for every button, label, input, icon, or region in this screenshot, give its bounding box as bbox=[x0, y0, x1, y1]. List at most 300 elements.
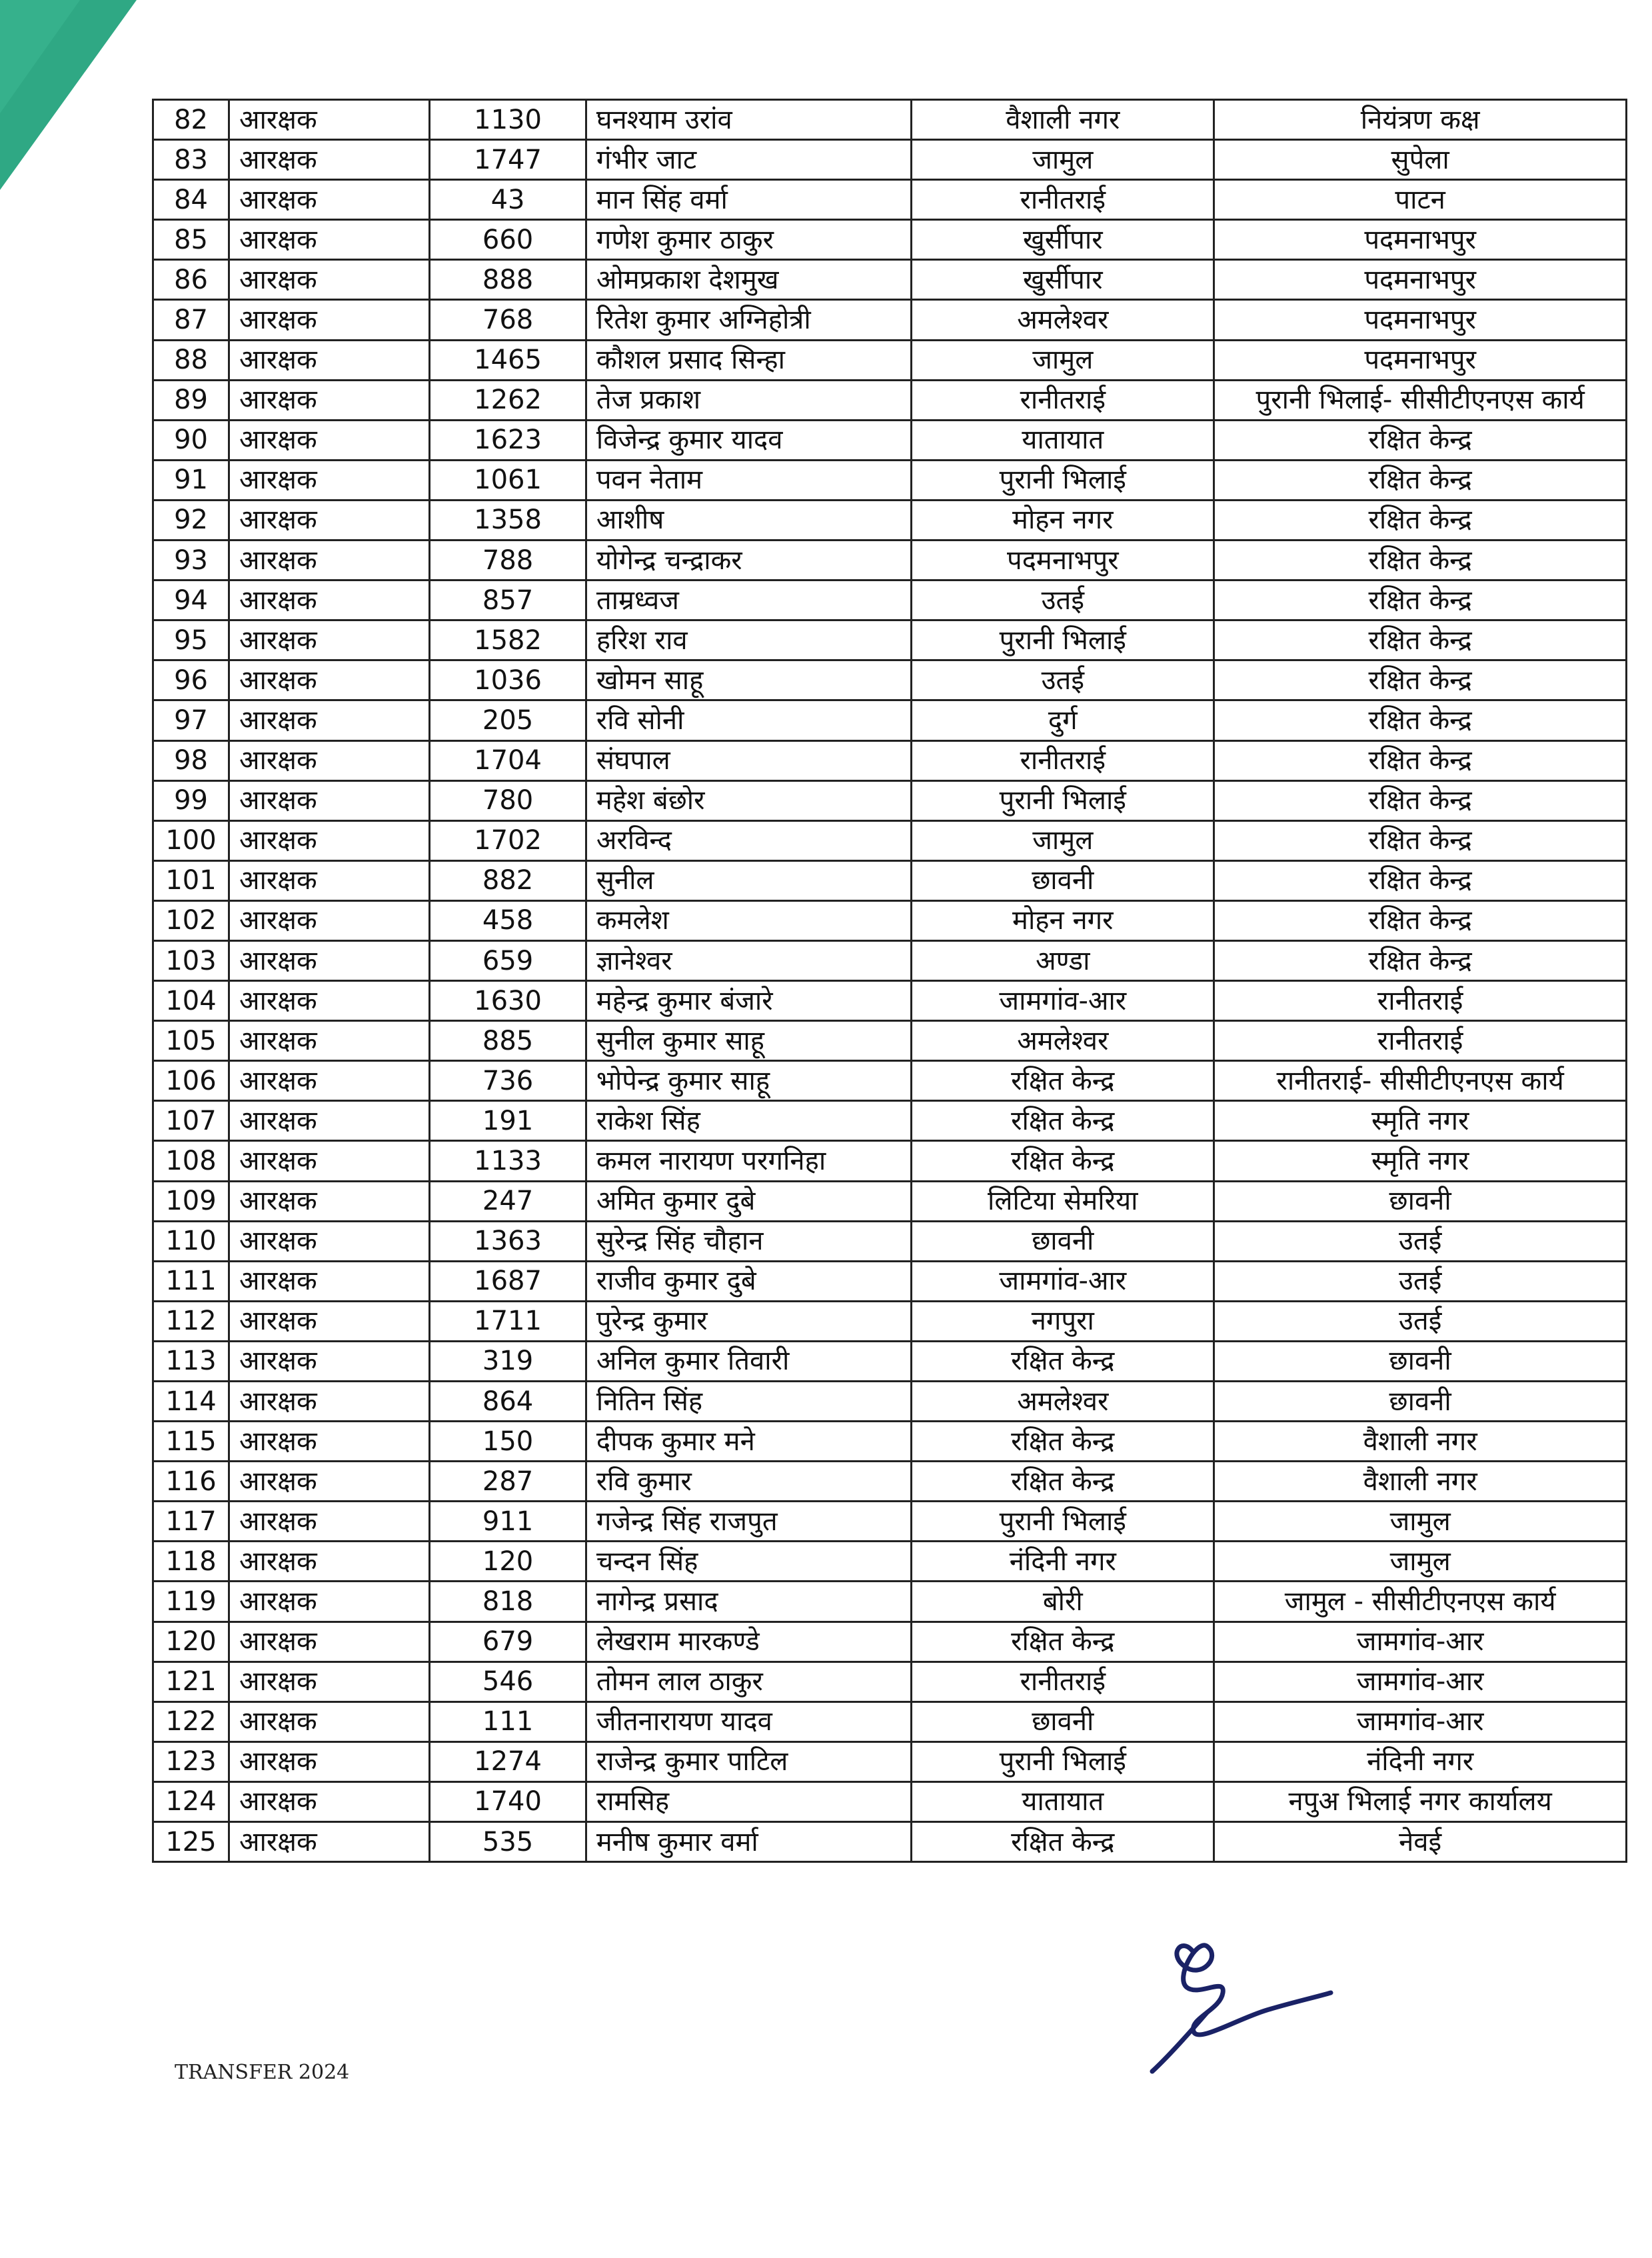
badge-number-cell: 247 bbox=[430, 1181, 586, 1221]
current-posting-cell: रक्षित केन्द्र bbox=[912, 1341, 1214, 1381]
new-posting-cell: नपुअ भिलाई नगर कार्यालय bbox=[1214, 1781, 1627, 1821]
table-row bbox=[153, 1582, 1627, 1622]
employee-name-cell: दीपक कुमार मने bbox=[586, 1422, 911, 1462]
new-posting-cell: रक्षित केन्द्र bbox=[1214, 780, 1627, 820]
serial-number-cell: 112 bbox=[153, 1301, 229, 1341]
new-posting-cell: रक्षित केन्द्र bbox=[1214, 940, 1627, 980]
rank-cell: आरक्षक bbox=[229, 500, 430, 540]
badge-number-cell: 546 bbox=[430, 1662, 586, 1701]
employee-name-cell: सुनील कुमार साहू bbox=[586, 1021, 911, 1061]
serial-number-cell: 115 bbox=[153, 1422, 229, 1462]
serial-number-cell: 86 bbox=[153, 260, 229, 300]
new-posting-cell: वैशाली नगर bbox=[1214, 1462, 1627, 1502]
employee-name-cell: हरिश राव bbox=[586, 620, 911, 660]
current-posting-cell: बोरी bbox=[912, 1582, 1214, 1622]
table-row bbox=[153, 1021, 1627, 1061]
badge-number-cell: 788 bbox=[430, 541, 586, 580]
new-posting-cell: रक्षित केन्द्र bbox=[1214, 620, 1627, 660]
current-posting-cell: दुर्ग bbox=[912, 700, 1214, 740]
current-posting-cell: पदमनाभपुर bbox=[912, 541, 1214, 580]
employee-name-cell: राजीव कुमार दुबे bbox=[586, 1261, 911, 1301]
current-posting-cell: रक्षित केन्द्र bbox=[912, 1141, 1214, 1181]
rank-cell: आरक्षक bbox=[229, 900, 430, 940]
badge-number-cell: 679 bbox=[430, 1622, 586, 1662]
table-row bbox=[153, 620, 1627, 660]
current-posting-cell: रक्षित केन्द्र bbox=[912, 1101, 1214, 1141]
new-posting-cell: उतई bbox=[1214, 1261, 1627, 1301]
table-row bbox=[153, 820, 1627, 860]
serial-number-cell: 82 bbox=[153, 100, 229, 140]
serial-number-cell: 98 bbox=[153, 740, 229, 780]
rank-cell: आरक्षक bbox=[229, 140, 430, 180]
badge-number-cell: 1582 bbox=[430, 620, 586, 660]
serial-number-cell: 117 bbox=[153, 1502, 229, 1542]
employee-name-cell: कमलेश bbox=[586, 900, 911, 940]
serial-number-cell: 106 bbox=[153, 1061, 229, 1101]
rank-cell: आरक्षक bbox=[229, 1701, 430, 1741]
badge-number-cell: 319 bbox=[430, 1341, 586, 1381]
handwritten-signature-icon bbox=[1143, 1913, 1336, 2086]
serial-number-cell: 100 bbox=[153, 820, 229, 860]
badge-number-cell: 1358 bbox=[430, 500, 586, 540]
current-posting-cell: जामगांव-आर bbox=[912, 981, 1214, 1021]
employee-name-cell: आशीष bbox=[586, 500, 911, 540]
employee-name-cell: लेखराम मारकण्डे bbox=[586, 1622, 911, 1662]
badge-number-cell: 150 bbox=[430, 1422, 586, 1462]
rank-cell: आरक्षक bbox=[229, 1341, 430, 1381]
badge-number-cell: 882 bbox=[430, 860, 586, 900]
rank-cell: आरक्षक bbox=[229, 660, 430, 700]
current-posting-cell: रक्षित केन्द्र bbox=[912, 1061, 1214, 1101]
serial-number-cell: 114 bbox=[153, 1382, 229, 1422]
table-row bbox=[153, 180, 1627, 220]
employee-name-cell: अनिल कुमार तिवारी bbox=[586, 1341, 911, 1381]
rank-cell: आरक्षक bbox=[229, 1261, 430, 1301]
current-posting-cell: अमलेश्वर bbox=[912, 300, 1214, 340]
rank-cell: आरक्षक bbox=[229, 1822, 430, 1862]
new-posting-cell: रक्षित केन्द्र bbox=[1214, 740, 1627, 780]
current-posting-cell: जामुल bbox=[912, 820, 1214, 860]
new-posting-cell: पुरानी भिलाई- सीसीटीएनएस कार्य bbox=[1214, 380, 1627, 420]
current-posting-cell: यातायात bbox=[912, 420, 1214, 460]
employee-name-cell: भोपेन्द्र कुमार साहू bbox=[586, 1061, 911, 1101]
serial-number-cell: 108 bbox=[153, 1141, 229, 1181]
employee-name-cell: घनश्याम उरांव bbox=[586, 100, 911, 140]
new-posting-cell: छावनी bbox=[1214, 1181, 1627, 1221]
current-posting-cell: रक्षित केन्द्र bbox=[912, 1822, 1214, 1862]
corner-decoration bbox=[0, 0, 140, 193]
rank-cell: आरक्षक bbox=[229, 1021, 430, 1061]
serial-number-cell: 88 bbox=[153, 340, 229, 380]
rank-cell: आरक्षक bbox=[229, 1181, 430, 1221]
serial-number-cell: 84 bbox=[153, 180, 229, 220]
new-posting-cell: रक्षित केन्द्र bbox=[1214, 820, 1627, 860]
badge-number-cell: 1702 bbox=[430, 820, 586, 860]
new-posting-cell: छावनी bbox=[1214, 1341, 1627, 1381]
employee-name-cell: जीतनारायण यादव bbox=[586, 1701, 911, 1741]
rank-cell: आरक्षक bbox=[229, 180, 430, 220]
table-row bbox=[153, 900, 1627, 940]
new-posting-cell: रानीतराई bbox=[1214, 981, 1627, 1021]
serial-number-cell: 90 bbox=[153, 420, 229, 460]
rank-cell: आरक्षक bbox=[229, 740, 430, 780]
current-posting-cell: रक्षित केन्द्र bbox=[912, 1462, 1214, 1502]
current-posting-cell: छावनी bbox=[912, 860, 1214, 900]
new-posting-cell: रक्षित केन्द्र bbox=[1214, 541, 1627, 580]
serial-number-cell: 93 bbox=[153, 541, 229, 580]
employee-name-cell: महेन्द्र कुमार बंजारे bbox=[586, 981, 911, 1021]
current-posting-cell: पुरानी भिलाई bbox=[912, 1502, 1214, 1542]
badge-number-cell: 205 bbox=[430, 700, 586, 740]
rank-cell: आरक्षक bbox=[229, 940, 430, 980]
new-posting-cell: नियंत्रण कक्ष bbox=[1214, 100, 1627, 140]
table-row bbox=[153, 1542, 1627, 1582]
employee-name-cell: चन्दन सिंह bbox=[586, 1542, 911, 1582]
new-posting-cell: जामगांव-आर bbox=[1214, 1701, 1627, 1741]
badge-number-cell: 857 bbox=[430, 580, 586, 620]
table-row bbox=[153, 860, 1627, 900]
badge-number-cell: 885 bbox=[430, 1021, 586, 1061]
badge-number-cell: 191 bbox=[430, 1101, 586, 1141]
employee-name-cell: अरविन्द bbox=[586, 820, 911, 860]
employee-name-cell: अमित कुमार दुबे bbox=[586, 1181, 911, 1221]
serial-number-cell: 121 bbox=[153, 1662, 229, 1701]
new-posting-cell: जामुल bbox=[1214, 1542, 1627, 1582]
table-row bbox=[153, 100, 1627, 140]
serial-number-cell: 92 bbox=[153, 500, 229, 540]
table-row bbox=[153, 340, 1627, 380]
table-row bbox=[153, 260, 1627, 300]
table-row bbox=[153, 981, 1627, 1021]
current-posting-cell: यातायात bbox=[912, 1781, 1214, 1821]
current-posting-cell: रानीतराई bbox=[912, 740, 1214, 780]
badge-number-cell: 535 bbox=[430, 1822, 586, 1862]
employee-name-cell: गणेश कुमार ठाकुर bbox=[586, 220, 911, 260]
new-posting-cell: रक्षित केन्द्र bbox=[1214, 420, 1627, 460]
footer-label: TRANSFER 2024 bbox=[175, 2061, 350, 2084]
current-posting-cell: खुर्सीपार bbox=[912, 220, 1214, 260]
table-row bbox=[153, 460, 1627, 500]
table-row bbox=[153, 1622, 1627, 1662]
current-posting-cell: रक्षित केन्द्र bbox=[912, 1422, 1214, 1462]
employee-name-cell: रवि कुमार bbox=[586, 1462, 911, 1502]
rank-cell: आरक्षक bbox=[229, 580, 430, 620]
badge-number-cell: 1274 bbox=[430, 1741, 586, 1781]
badge-number-cell: 1747 bbox=[430, 140, 586, 180]
current-posting-cell: मोहन नगर bbox=[912, 500, 1214, 540]
current-posting-cell: उतई bbox=[912, 580, 1214, 620]
serial-number-cell: 110 bbox=[153, 1221, 229, 1261]
serial-number-cell: 85 bbox=[153, 220, 229, 260]
table-row bbox=[153, 1181, 1627, 1221]
rank-cell: आरक्षक bbox=[229, 1061, 430, 1101]
table-row bbox=[153, 1741, 1627, 1781]
employee-name-cell: रवि सोनी bbox=[586, 700, 911, 740]
rank-cell: आरक्षक bbox=[229, 1662, 430, 1701]
table-row bbox=[153, 380, 1627, 420]
new-posting-cell: वैशाली नगर bbox=[1214, 1422, 1627, 1462]
new-posting-cell: रक्षित केन्द्र bbox=[1214, 860, 1627, 900]
rank-cell: आरक्षक bbox=[229, 420, 430, 460]
badge-number-cell: 1630 bbox=[430, 981, 586, 1021]
rank-cell: आरक्षक bbox=[229, 1622, 430, 1662]
badge-number-cell: 1363 bbox=[430, 1221, 586, 1261]
current-posting-cell: रक्षित केन्द्र bbox=[912, 1622, 1214, 1662]
serial-number-cell: 103 bbox=[153, 940, 229, 980]
serial-number-cell: 111 bbox=[153, 1261, 229, 1301]
new-posting-cell: रानीतराई bbox=[1214, 1021, 1627, 1061]
rank-cell: आरक्षक bbox=[229, 1141, 430, 1181]
rank-cell: आरक्षक bbox=[229, 700, 430, 740]
serial-number-cell: 89 bbox=[153, 380, 229, 420]
transfer-list-table bbox=[152, 99, 1627, 1863]
table-row bbox=[153, 1061, 1627, 1101]
new-posting-cell: रक्षित केन्द्र bbox=[1214, 500, 1627, 540]
badge-number-cell: 1623 bbox=[430, 420, 586, 460]
rank-cell: आरक्षक bbox=[229, 1502, 430, 1542]
rank-cell: आरक्षक bbox=[229, 1301, 430, 1341]
new-posting-cell: जामगांव-आर bbox=[1214, 1622, 1627, 1662]
rank-cell: आरक्षक bbox=[229, 1221, 430, 1261]
serial-number-cell: 94 bbox=[153, 580, 229, 620]
current-posting-cell: पुरानी भिलाई bbox=[912, 460, 1214, 500]
employee-name-cell: तोमन लाल ठाकुर bbox=[586, 1662, 911, 1701]
new-posting-cell: पदमनाभपुर bbox=[1214, 260, 1627, 300]
table-row bbox=[153, 1382, 1627, 1422]
new-posting-cell: नंदिनी नगर bbox=[1214, 1741, 1627, 1781]
badge-number-cell: 111 bbox=[430, 1701, 586, 1741]
new-posting-cell: स्मृति नगर bbox=[1214, 1141, 1627, 1181]
current-posting-cell: रानीतराई bbox=[912, 1662, 1214, 1701]
current-posting-cell: नंदिनी नगर bbox=[912, 1542, 1214, 1582]
current-posting-cell: पुरानी भिलाई bbox=[912, 620, 1214, 660]
badge-number-cell: 736 bbox=[430, 1061, 586, 1101]
rank-cell: आरक्षक bbox=[229, 860, 430, 900]
employee-name-cell: खोमन साहू bbox=[586, 660, 911, 700]
badge-number-cell: 1130 bbox=[430, 100, 586, 140]
employee-name-cell: नागेन्द्र प्रसाद bbox=[586, 1582, 911, 1622]
new-posting-cell: रक्षित केन्द्र bbox=[1214, 460, 1627, 500]
new-posting-cell: पदमनाभपुर bbox=[1214, 220, 1627, 260]
table-row bbox=[153, 1301, 1627, 1341]
current-posting-cell: खुर्सीपार bbox=[912, 260, 1214, 300]
new-posting-cell: रानीतराई- सीसीटीएनएस कार्य bbox=[1214, 1061, 1627, 1101]
current-posting-cell: पुरानी भिलाई bbox=[912, 1741, 1214, 1781]
serial-number-cell: 107 bbox=[153, 1101, 229, 1141]
table-row bbox=[153, 220, 1627, 260]
rank-cell: आरक्षक bbox=[229, 1582, 430, 1622]
table-row bbox=[153, 1701, 1627, 1741]
new-posting-cell: जामुल - सीसीटीएनएस कार्य bbox=[1214, 1582, 1627, 1622]
serial-number-cell: 119 bbox=[153, 1582, 229, 1622]
table-row bbox=[153, 1422, 1627, 1462]
badge-number-cell: 1061 bbox=[430, 460, 586, 500]
rank-cell: आरक्षक bbox=[229, 1781, 430, 1821]
table-row bbox=[153, 1141, 1627, 1181]
rank-cell: आरक्षक bbox=[229, 1462, 430, 1502]
table-row bbox=[153, 940, 1627, 980]
current-posting-cell: रानीतराई bbox=[912, 180, 1214, 220]
rank-cell: आरक्षक bbox=[229, 1101, 430, 1141]
badge-number-cell: 818 bbox=[430, 1582, 586, 1622]
new-posting-cell: रक्षित केन्द्र bbox=[1214, 580, 1627, 620]
employee-name-cell: गंभीर जाट bbox=[586, 140, 911, 180]
table-row bbox=[153, 500, 1627, 540]
employee-name-cell: गजेन्द्र सिंह राजपुत bbox=[586, 1502, 911, 1542]
employee-name-cell: ताम्रध्वज bbox=[586, 580, 911, 620]
employee-name-cell: ज्ञानेश्वर bbox=[586, 940, 911, 980]
new-posting-cell: जामुल bbox=[1214, 1502, 1627, 1542]
employee-name-cell: कौशल प्रसाद सिन्हा bbox=[586, 340, 911, 380]
current-posting-cell: उतई bbox=[912, 660, 1214, 700]
badge-number-cell: 911 bbox=[430, 1502, 586, 1542]
serial-number-cell: 95 bbox=[153, 620, 229, 660]
current-posting-cell: लिटिया सेमरिया bbox=[912, 1181, 1214, 1221]
serial-number-cell: 97 bbox=[153, 700, 229, 740]
employee-name-cell: रितेश कुमार अग्निहोत्री bbox=[586, 300, 911, 340]
employee-name-cell: सुनील bbox=[586, 860, 911, 900]
new-posting-cell: रक्षित केन्द्र bbox=[1214, 700, 1627, 740]
new-posting-cell: उतई bbox=[1214, 1221, 1627, 1261]
rank-cell: आरक्षक bbox=[229, 100, 430, 140]
serial-number-cell: 116 bbox=[153, 1462, 229, 1502]
rank-cell: आरक्षक bbox=[229, 541, 430, 580]
table-row bbox=[153, 700, 1627, 740]
badge-number-cell: 1704 bbox=[430, 740, 586, 780]
rank-cell: आरक्षक bbox=[229, 780, 430, 820]
serial-number-cell: 96 bbox=[153, 660, 229, 700]
new-posting-cell: स्मृति नगर bbox=[1214, 1101, 1627, 1141]
serial-number-cell: 102 bbox=[153, 900, 229, 940]
current-posting-cell: छावनी bbox=[912, 1701, 1214, 1741]
current-posting-cell: मोहन नगर bbox=[912, 900, 1214, 940]
serial-number-cell: 105 bbox=[153, 1021, 229, 1061]
current-posting-cell: अमलेश्वर bbox=[912, 1021, 1214, 1061]
serial-number-cell: 101 bbox=[153, 860, 229, 900]
new-posting-cell: पाटन bbox=[1214, 180, 1627, 220]
table-row bbox=[153, 1822, 1627, 1862]
badge-number-cell: 287 bbox=[430, 1462, 586, 1502]
new-posting-cell: रक्षित केन्द्र bbox=[1214, 660, 1627, 700]
serial-number-cell: 124 bbox=[153, 1781, 229, 1821]
badge-number-cell: 458 bbox=[430, 900, 586, 940]
badge-number-cell: 1133 bbox=[430, 1141, 586, 1181]
new-posting-cell: पदमनाभपुर bbox=[1214, 340, 1627, 380]
current-posting-cell: रानीतराई bbox=[912, 380, 1214, 420]
employee-name-cell: विजेन्द्र कुमार यादव bbox=[586, 420, 911, 460]
current-posting-cell: पुरानी भिलाई bbox=[912, 780, 1214, 820]
badge-number-cell: 659 bbox=[430, 940, 586, 980]
employee-name-cell: योगेन्द्र चन्द्राकर bbox=[586, 541, 911, 580]
serial-number-cell: 120 bbox=[153, 1622, 229, 1662]
employee-name-cell: पुरेन्द्र कुमार bbox=[586, 1301, 911, 1341]
table-row bbox=[153, 300, 1627, 340]
employee-name-cell: ओमप्रकाश देशमुख bbox=[586, 260, 911, 300]
employee-name-cell: तेज प्रकाश bbox=[586, 380, 911, 420]
current-posting-cell: जामुल bbox=[912, 340, 1214, 380]
table-body bbox=[153, 100, 1627, 1862]
employee-name-cell: संघपाल bbox=[586, 740, 911, 780]
table-row bbox=[153, 780, 1627, 820]
employee-name-cell: महेश बंछोर bbox=[586, 780, 911, 820]
new-posting-cell: उतई bbox=[1214, 1301, 1627, 1341]
employee-name-cell: मान सिंह वर्मा bbox=[586, 180, 911, 220]
current-posting-cell: अण्डा bbox=[912, 940, 1214, 980]
table-row bbox=[153, 1502, 1627, 1542]
rank-cell: आरक्षक bbox=[229, 380, 430, 420]
new-posting-cell: रक्षित केन्द्र bbox=[1214, 900, 1627, 940]
new-posting-cell: जामगांव-आर bbox=[1214, 1662, 1627, 1701]
table-row bbox=[153, 740, 1627, 780]
current-posting-cell: जामुल bbox=[912, 140, 1214, 180]
serial-number-cell: 123 bbox=[153, 1741, 229, 1781]
rank-cell: आरक्षक bbox=[229, 820, 430, 860]
badge-number-cell: 768 bbox=[430, 300, 586, 340]
serial-number-cell: 91 bbox=[153, 460, 229, 500]
table-row bbox=[153, 140, 1627, 180]
serial-number-cell: 83 bbox=[153, 140, 229, 180]
serial-number-cell: 113 bbox=[153, 1341, 229, 1381]
badge-number-cell: 864 bbox=[430, 1382, 586, 1422]
badge-number-cell: 888 bbox=[430, 260, 586, 300]
serial-number-cell: 122 bbox=[153, 1701, 229, 1741]
table-row bbox=[153, 1462, 1627, 1502]
table-row bbox=[153, 1341, 1627, 1381]
employee-name-cell: राकेश सिंह bbox=[586, 1101, 911, 1141]
table-row bbox=[153, 1221, 1627, 1261]
employee-name-cell: कमल नारायण परगनिहा bbox=[586, 1141, 911, 1181]
new-posting-cell: छावनी bbox=[1214, 1382, 1627, 1422]
employee-name-cell: मनीष कुमार वर्मा bbox=[586, 1822, 911, 1862]
badge-number-cell: 780 bbox=[430, 780, 586, 820]
serial-number-cell: 125 bbox=[153, 1822, 229, 1862]
table-row bbox=[153, 420, 1627, 460]
badge-number-cell: 1036 bbox=[430, 660, 586, 700]
rank-cell: आरक्षक bbox=[229, 300, 430, 340]
badge-number-cell: 43 bbox=[430, 180, 586, 220]
employee-name-cell: सुरेन्द्र सिंह चौहान bbox=[586, 1221, 911, 1261]
rank-cell: आरक्षक bbox=[229, 1741, 430, 1781]
rank-cell: आरक्षक bbox=[229, 340, 430, 380]
rank-cell: आरक्षक bbox=[229, 220, 430, 260]
rank-cell: आरक्षक bbox=[229, 1382, 430, 1422]
table-row bbox=[153, 660, 1627, 700]
badge-number-cell: 120 bbox=[430, 1542, 586, 1582]
serial-number-cell: 87 bbox=[153, 300, 229, 340]
table-row bbox=[153, 1662, 1627, 1701]
rank-cell: आरक्षक bbox=[229, 460, 430, 500]
badge-number-cell: 1262 bbox=[430, 380, 586, 420]
current-posting-cell: वैशाली नगर bbox=[912, 100, 1214, 140]
serial-number-cell: 118 bbox=[153, 1542, 229, 1582]
table-row bbox=[153, 580, 1627, 620]
current-posting-cell: छावनी bbox=[912, 1221, 1214, 1261]
badge-number-cell: 1711 bbox=[430, 1301, 586, 1341]
rank-cell: आरक्षक bbox=[229, 1542, 430, 1582]
employee-name-cell: राजेन्द्र कुमार पाटिल bbox=[586, 1741, 911, 1781]
rank-cell: आरक्षक bbox=[229, 981, 430, 1021]
table-row bbox=[153, 1101, 1627, 1141]
employee-name-cell: नितिन सिंह bbox=[586, 1382, 911, 1422]
current-posting-cell: अमलेश्वर bbox=[912, 1382, 1214, 1422]
rank-cell: आरक्षक bbox=[229, 620, 430, 660]
new-posting-cell: नेवई bbox=[1214, 1822, 1627, 1862]
employee-name-cell: पवन नेताम bbox=[586, 460, 911, 500]
table-row bbox=[153, 1781, 1627, 1821]
rank-cell: आरक्षक bbox=[229, 260, 430, 300]
new-posting-cell: सुपेला bbox=[1214, 140, 1627, 180]
serial-number-cell: 99 bbox=[153, 780, 229, 820]
